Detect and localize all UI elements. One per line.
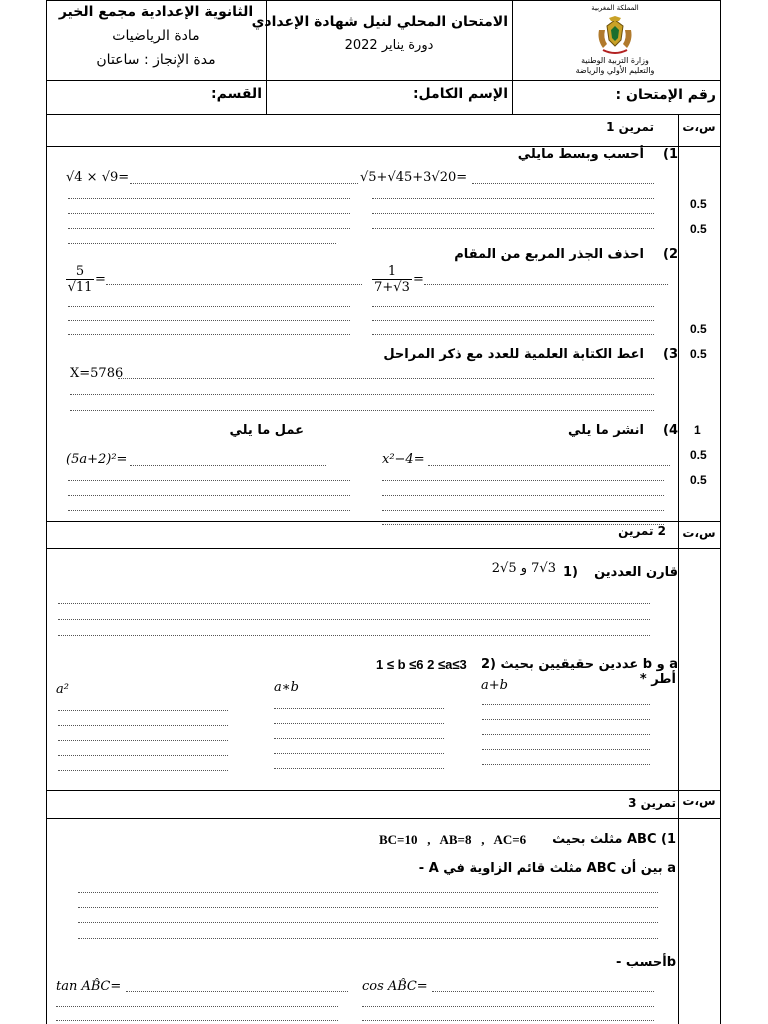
- answer-line: [68, 510, 350, 511]
- frame-left: [46, 0, 47, 1024]
- info-row-bottom-line: [46, 114, 720, 115]
- answer-line: [70, 394, 654, 395]
- ministry-line-2: والتعليم الأولي والرياضة: [575, 66, 655, 75]
- ex2-q2-expr-a: a+b: [481, 678, 508, 693]
- answer-line: [58, 619, 650, 620]
- answer-line: [372, 228, 654, 229]
- equals-sign: =: [413, 272, 424, 287]
- ex2-q1-expr: 3√7 و 5√2: [491, 561, 556, 576]
- answer-line: [68, 198, 350, 199]
- points-column-line: [678, 114, 679, 1024]
- ex1-bottom-line: [46, 521, 720, 522]
- ex1-q4-number: 4): [663, 423, 678, 438]
- answer-line: [68, 306, 350, 307]
- answer-line: [58, 755, 228, 756]
- answer-line: [274, 738, 444, 739]
- ex3-title-line: [46, 818, 720, 819]
- exam-duration: مدة الإنجاز : ساعتان: [96, 52, 216, 68]
- answer-line: [126, 991, 348, 992]
- fraction-denominator: 7+√3: [374, 280, 410, 295]
- answer-line: [432, 991, 654, 992]
- ex1-q1-number: 1): [663, 147, 678, 162]
- answer-line: [68, 228, 350, 229]
- answer-line: [362, 1020, 654, 1021]
- answer-line: [118, 378, 654, 379]
- fraction-denominator: √11: [67, 280, 93, 295]
- answer-line: [274, 768, 444, 769]
- answer-line: [78, 938, 658, 939]
- ex1-q1-expr-b: √4 × √9=: [66, 170, 130, 185]
- ex3-title: تمرين 3: [628, 796, 676, 810]
- ex1-q4-expr-a: x²−4=: [382, 452, 425, 467]
- equals-sign: =: [95, 272, 106, 287]
- answer-line: [482, 764, 650, 765]
- answer-line: [68, 334, 350, 335]
- answer-line: [428, 465, 670, 466]
- answer-line: [106, 284, 362, 285]
- ex1-title: تمرين 1: [606, 120, 654, 134]
- answer-line: [78, 892, 658, 893]
- frame-right: [720, 0, 721, 1024]
- answer-line: [482, 734, 650, 735]
- kingdom-label: المملكة المغربية: [591, 4, 639, 12]
- ex3-qb-text: bأحسب -: [615, 955, 676, 970]
- answer-line: [274, 723, 444, 724]
- answer-line: [58, 770, 228, 771]
- ex2-q2-expr-b: a∗b: [274, 680, 299, 695]
- ex3-q1-values: BC=10 , AB=8 , AC=6: [379, 832, 527, 847]
- answer-line: [482, 749, 650, 750]
- moroccan-coat-of-arms-logo: [593, 16, 637, 56]
- answer-line: [56, 1006, 338, 1007]
- answer-line: [130, 465, 326, 466]
- answer-line: [372, 306, 654, 307]
- answer-line: [68, 213, 350, 214]
- ex2-q2-condition: 1 ≤ b ≤6 2 ≤a≤3: [376, 657, 467, 672]
- answer-line: [472, 183, 654, 184]
- ex3-qb-expr-a: cos AB̂C=: [362, 979, 428, 994]
- answer-line: [382, 510, 664, 511]
- answer-line: [372, 320, 654, 321]
- fraction-numerator: 1: [372, 264, 412, 280]
- ex3-qa-text: a بين أن ABC مثلث قائم الزاوية في A -: [418, 861, 676, 876]
- exam-session: دورة يناير 2022: [344, 38, 434, 53]
- ex1-q1-points-2: 0.5: [690, 222, 707, 236]
- ex1-points-header: س،ت: [682, 120, 716, 134]
- answer-line: [482, 719, 650, 720]
- answer-line: [68, 495, 350, 496]
- ex3-q1-text: ABC (1 مثلث بحيث: [552, 832, 676, 847]
- ex1-q4-expr-b: (5a+2)²=: [66, 452, 128, 467]
- ex2-points-header: س،ت: [682, 526, 716, 540]
- ex1-q4-points-1: 1: [694, 423, 701, 437]
- ex2-q2-frame: أطر *: [639, 672, 676, 687]
- full-name-label: الإسم الكامل:: [412, 86, 508, 102]
- answer-line: [58, 725, 228, 726]
- ex2-title-line: [46, 548, 720, 549]
- ex1-q4-text: انشر ما يلي: [568, 423, 644, 438]
- exam-number-label: رقم الإمتحان :: [615, 87, 716, 103]
- header-divider-2: [512, 0, 513, 114]
- ex1-q2-points: 0.5: [690, 322, 707, 336]
- ministry-line-1: وزارة التربية الوطنية: [581, 56, 649, 65]
- answer-line: [372, 198, 654, 199]
- ex3-qb-expr-b: tan AB̂C=: [56, 979, 122, 994]
- ex1-q2-text: احذف الجذر المربع من المقام: [454, 247, 644, 262]
- ex1-q1-text: أحسب وبسط مايلي: [517, 147, 644, 162]
- exam-title: الامتحان المحلي لنيل شهادة الإعدادي: [251, 14, 508, 30]
- answer-line: [382, 495, 664, 496]
- answer-line: [382, 480, 664, 481]
- ex2-q2-text: a و b عددين حقيقيين بحيث (2: [481, 657, 678, 672]
- answer-line: [68, 480, 350, 481]
- answer-line: [58, 740, 228, 741]
- ex2-title: 2 تمرين: [618, 524, 666, 538]
- answer-line: [274, 708, 444, 709]
- school-name: الثانوية الإعدادية مجمع الخير: [58, 4, 254, 20]
- answer-line: [78, 922, 658, 923]
- ex3-points-header: س،ت: [682, 794, 716, 808]
- answer-line: [78, 907, 658, 908]
- ex2-bottom-line: [46, 790, 720, 791]
- answer-line: [58, 603, 650, 604]
- answer-line: [130, 183, 358, 184]
- answer-line: [274, 753, 444, 754]
- answer-line: [362, 1006, 654, 1007]
- ex1-q4-points-3: 0.5: [690, 473, 707, 487]
- ex2-q1-number: (1: [563, 565, 578, 580]
- answer-line: [68, 320, 350, 321]
- ex1-q1-expr-a: √5+√45+3√20=: [360, 170, 468, 185]
- answer-line: [56, 1020, 338, 1021]
- answer-line: [58, 635, 650, 636]
- answer-line: [372, 334, 654, 335]
- frame-top: [46, 0, 720, 1]
- answer-line: [482, 704, 650, 705]
- subject-name: مادة الرياضيات: [112, 28, 200, 44]
- answer-line: [70, 410, 654, 411]
- ex1-q4-text-b: عمل ما يلي: [229, 423, 304, 438]
- ex2-q1-text: قارن العددين: [594, 565, 678, 580]
- answer-line: [68, 243, 336, 244]
- ex1-q1-points-1: 0.5: [690, 197, 707, 211]
- fraction-numerator: 5: [66, 264, 94, 280]
- ex1-q3-points: 0.5: [690, 347, 707, 361]
- ex1-q2-fraction-a: [372, 264, 412, 295]
- ex1-q3-number: 3): [663, 347, 678, 362]
- ex1-q3-value: X=5786: [70, 366, 124, 381]
- answer-line: [424, 284, 668, 285]
- ex1-q3-text: اعط الكتابة العلمية للعدد مع ذكر المراحل: [383, 347, 644, 362]
- answer-line: [58, 710, 228, 711]
- answer-line: [372, 213, 654, 214]
- class-label: القسم:: [211, 86, 262, 102]
- ex2-q2-expr-c: a²: [56, 682, 69, 697]
- header-bottom-line: [46, 80, 720, 81]
- ex1-q2-fraction-b: [66, 264, 94, 295]
- ex1-q4-points-2: 0.5: [690, 448, 707, 462]
- ex1-q2-number: 2): [663, 247, 678, 262]
